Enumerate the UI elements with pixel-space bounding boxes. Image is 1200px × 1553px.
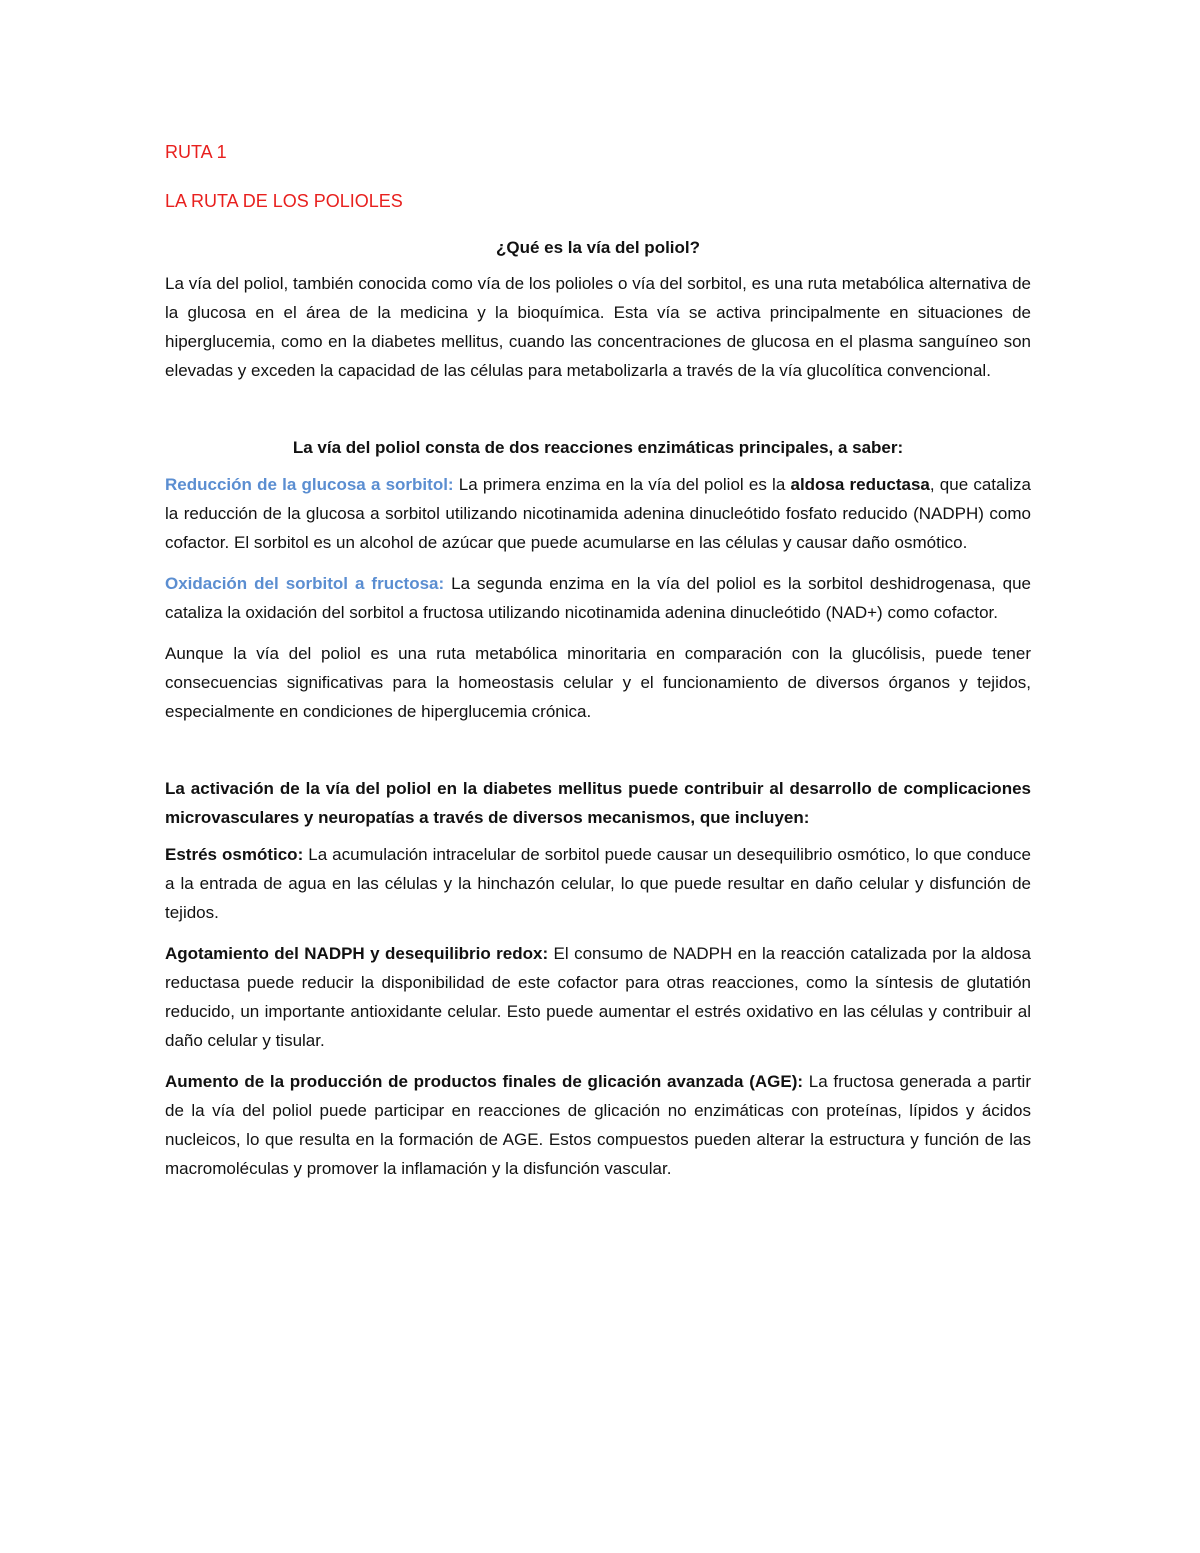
mechanism-3-text: La fructosa generada a partir de la vía del poliol puede participar en reacciones de glicación no enzimáticas con proteínas, lípidos y ácidos nucleicos, lo que resulta en la formación de AGE. Estos compuestos pueden alterar la estructura y función de las macromoléculas y promover la inflamación y la disfunción vascular. [165, 1072, 1031, 1178]
mechanism-3-label: Aumento de la producción de productos finales de glicación avanzada (AGE): [165, 1072, 804, 1091]
mechanism-2-text: El consumo de NADPH en la reacción catalizada por la aldosa reductasa puede reducir la disponibilidad de este cofactor para otras reacciones, como la síntesis de glutatión reducido, un importante antioxidante celular. Esto puede aumentar el estrés oxidativo en las células y contribuir al daño celular y tisular. [165, 944, 1031, 1050]
mechanism-1-paragraph [165, 840, 1031, 927]
mechanism-2-label: Agotamiento del NADPH y desequilibrio redox: [165, 944, 549, 963]
reaction-2-label: Oxidación del sorbitol a fructosa: [165, 574, 445, 593]
reaction-1-text-before: La primera enzima en la vía del poliol es la [453, 475, 791, 494]
reaction-1-text-after: , que cataliza la reducción de la glucosa a sorbitol utilizando nicotinamida adenina dinucleótido fosfato reducido (NADPH) como cofactor. El sorbitol es un alcohol de azúcar que puede acumularse en las células y causar daño osmótico. [165, 475, 1031, 552]
reaction-2-text: La segunda enzima en la vía del poliol es la sorbitol deshidrogenasa, que cataliza la oxidación del sorbitol a fructosa utilizando nicotinamida adenina dinucleótido (NAD+) como cofactor. [165, 574, 1031, 622]
intro-paragraph: La vía del poliol, también conocida como vía de los polioles o vía del sorbitol, es una ruta metabólica alternativa de la glucosa en el área de la medicina y la bioquímica. Esta vía se activa principalmente en situaciones de hiperglucemia, como en la diabetes mellitus, cuando las concentraciones de glucosa en el plasma sanguíneo son elevadas y exceden la capacidad de las células para metabolizarla a través de la vía glucolítica convencional. [165, 274, 1031, 380]
reactions-title: La vía del poliol consta de dos reacciones enzimáticas principales, a saber: [292, 438, 904, 457]
question-title: ¿Qué es la vía del poliol? [495, 238, 701, 257]
mechanism-1-label: Estrés osmótico: [165, 845, 304, 864]
ruta-label: RUTA 1 [165, 142, 227, 162]
document-page [165, 138, 1031, 1195]
section-title: LA RUTA DE LOS POLIOLES [165, 191, 403, 211]
mechanisms-title: La activación de la vía del poliol en la diabetes mellitus puede contribuir al desarrollo de complicaciones microvasculares y neuropatías a través de diversos mecanismos, que incluyen: [165, 779, 1031, 827]
minority-paragraph: Aunque la vía del poliol es una ruta metabólica minoritaria en comparación con la glucólisis, puede tener consecuencias significativas para la homeostasis celular y el funcionamiento de diversos órganos y tejidos, especialmente en condiciones de hiperglucemia crónica. [165, 644, 1031, 721]
reaction-2-paragraph [165, 569, 1031, 627]
mechanism-1-text: La acumulación intracelular de sorbitol puede causar un desequilibrio osmótico, lo que conduce a la entrada de agua en las células y la hinchazón celular, lo que puede resultar en daño celular y disfunción de tejidos. [165, 845, 1031, 922]
reaction-1-label: Reducción de la glucosa a sorbitol: [165, 475, 454, 494]
mechanism-2-paragraph [165, 939, 1031, 1055]
reaction-1-paragraph [165, 470, 1031, 557]
reaction-1-enzyme: aldosa reductasa [790, 475, 930, 494]
mechanism-3-paragraph [165, 1067, 1031, 1183]
